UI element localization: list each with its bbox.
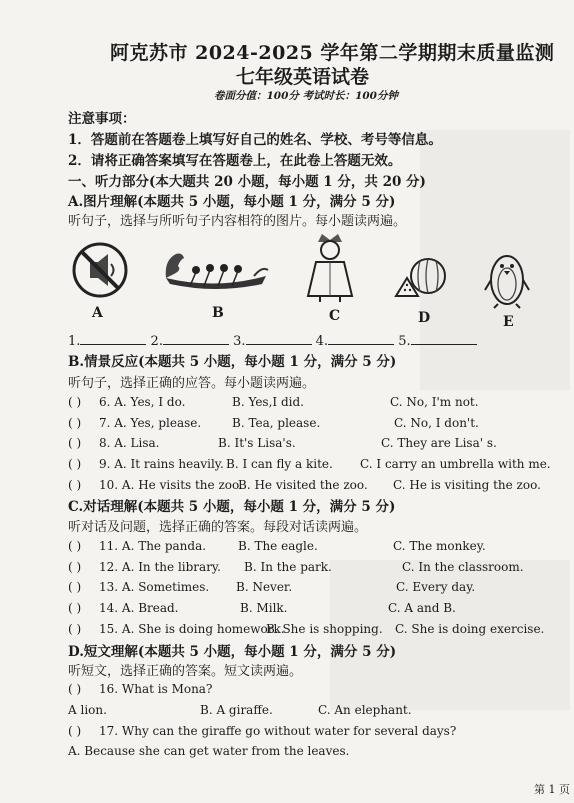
- option-b: B. Milk.: [240, 601, 288, 615]
- answer-blank[interactable]: [80, 332, 146, 345]
- answer-paren[interactable]: ( ): [68, 436, 82, 450]
- option-a: 13. A. Sometimes.: [99, 580, 210, 594]
- answer-blank[interactable]: [246, 332, 312, 345]
- option-c: C. Every day.: [396, 580, 476, 594]
- answer-paren[interactable]: ( ): [68, 601, 82, 615]
- exam-meta: 卷面分值：100分 考试时长：100分钟: [214, 90, 398, 102]
- section-a-heading: A.图片理解(本题共 5 小题，每小题 1 分，满分 5 分): [68, 194, 396, 210]
- penguin-icon: [484, 244, 530, 310]
- section-c-instruction: 听对话及问题，选择正确的答案。每段对话读两遍。: [68, 520, 368, 535]
- dragon-boat-icon: [162, 246, 270, 294]
- option-a: A. Because she can get water from the leaves.: [68, 744, 350, 758]
- answer-paren[interactable]: ( ): [68, 457, 82, 471]
- answer-paren[interactable]: ( ): [68, 682, 82, 696]
- answer-paren[interactable]: ( ): [68, 478, 82, 492]
- option-a: 6. A. Yes, I do.: [99, 395, 186, 409]
- picture-label: D: [418, 310, 431, 326]
- option-c: C. No, I don't.: [394, 416, 479, 430]
- notice-heading: 注意事项：: [68, 111, 136, 127]
- section-d-heading: D.短文理解(本题共 5 小题，每小题 1 分，满分 5 分): [68, 644, 397, 660]
- blank-number: 3.: [233, 334, 246, 349]
- picture-label: B: [212, 305, 224, 321]
- answer-blank[interactable]: [163, 332, 229, 345]
- option-b: B. A giraffe.: [200, 703, 273, 717]
- picture-label: C: [329, 308, 341, 324]
- listening-heading: 一、听力部分(本大题共 20 小题，每小题 1 分，共 20 分): [68, 174, 426, 190]
- answer-paren[interactable]: ( ): [68, 539, 82, 553]
- option-a: 11. A. The panda.: [99, 539, 207, 553]
- option-c: C. They are Lisa' s.: [381, 436, 497, 450]
- blank-number: 1.: [68, 334, 81, 349]
- option-b: B. She is shopping.: [266, 622, 383, 636]
- answer-blank[interactable]: [328, 332, 394, 345]
- option-b: B. Yes,I did.: [232, 395, 304, 409]
- exam-subtitle: 七年级英语试卷: [236, 66, 370, 88]
- option-b: B. He visited the zoo.: [238, 478, 368, 492]
- option-a: 7. A. Yes, please.: [99, 416, 202, 430]
- option-a: 10. A. He visits the zoo.: [99, 478, 243, 492]
- option-c: C. In the classroom.: [402, 560, 524, 574]
- section-b-instruction: 听句子，选择正确的应答。每小题读两遍。: [68, 376, 316, 391]
- question-text: 17. Why can the giraffe go without water for several days?: [99, 724, 457, 738]
- option-c: C. A and B.: [388, 601, 456, 615]
- option-b: B. The eagle.: [238, 539, 318, 553]
- option-b: B. It's Lisa's.: [218, 436, 296, 450]
- option-c: C. She is doing exercise.: [395, 622, 545, 636]
- answer-paren[interactable]: ( ): [68, 560, 82, 574]
- answer-paren[interactable]: ( ): [68, 622, 82, 636]
- exam-title: 阿克苏市 2024-2025 学年第二学期期末质量监测: [110, 42, 555, 64]
- blank-number: 4.: [315, 334, 329, 349]
- blank-number: 2.: [150, 334, 163, 349]
- answer-paren[interactable]: ( ): [68, 580, 82, 594]
- section-a-instruction: 听句子，选择与所听句子内容相符的图片。每小题读两遍。: [68, 214, 407, 229]
- child-in-dress-icon: [302, 232, 358, 304]
- option-a: 12. A. In the library.: [99, 560, 221, 574]
- option-a: A lion.: [68, 703, 107, 717]
- blank-number: 5.: [398, 334, 411, 349]
- option-a: 14. A. Bread.: [99, 601, 179, 615]
- option-c: C. He is visiting the zoo.: [393, 478, 541, 492]
- page-number: 第 1 页: [534, 783, 570, 796]
- section-d-instruction: 听短文，选择正确的答案。短文读两遍。: [68, 664, 303, 679]
- option-c: C. The monkey.: [393, 539, 486, 553]
- option-a: 15. A. She is doing homework.: [99, 622, 285, 636]
- option-b: B. Never.: [236, 580, 293, 594]
- option-c: C. An elephant.: [318, 703, 412, 717]
- notice-item: 2．请将正确答案填写在答题卷上，在此卷上答题无效。: [68, 153, 402, 169]
- watermelon-icon: [392, 256, 452, 302]
- no-noise-sign-icon: [70, 240, 130, 300]
- section-c-heading: C.对话理解(本题共 5 小题，每小题 1 分，满分 5 分): [68, 499, 396, 515]
- option-a: 9. A. It rains heavily.: [99, 457, 224, 471]
- section-b-heading: B.情景反应(本题共 5 小题，每小题 1 分，满分 5 分): [68, 354, 397, 370]
- option-b: B. Tea, please.: [232, 416, 321, 430]
- option-b: B. In the park.: [244, 560, 332, 574]
- picture-label: A: [92, 305, 103, 321]
- option-c: C. I carry an umbrella with me.: [360, 457, 551, 471]
- answer-blanks-row: [68, 332, 477, 349]
- answer-paren[interactable]: ( ): [68, 416, 82, 430]
- option-c: C. No, I'm not.: [390, 395, 479, 409]
- question-text: 16. What is Mona?: [99, 682, 213, 696]
- answer-paren[interactable]: ( ): [68, 395, 82, 409]
- notice-item: 1．答题前在答题卷上填写好自己的姓名、学校、考号等信息。: [68, 132, 442, 148]
- option-a: 8. A. Lisa.: [99, 436, 160, 450]
- option-b: B. I can fly a kite.: [226, 457, 333, 471]
- answer-blank[interactable]: [411, 332, 477, 345]
- answer-paren[interactable]: ( ): [68, 724, 82, 738]
- picture-label: E: [503, 314, 514, 330]
